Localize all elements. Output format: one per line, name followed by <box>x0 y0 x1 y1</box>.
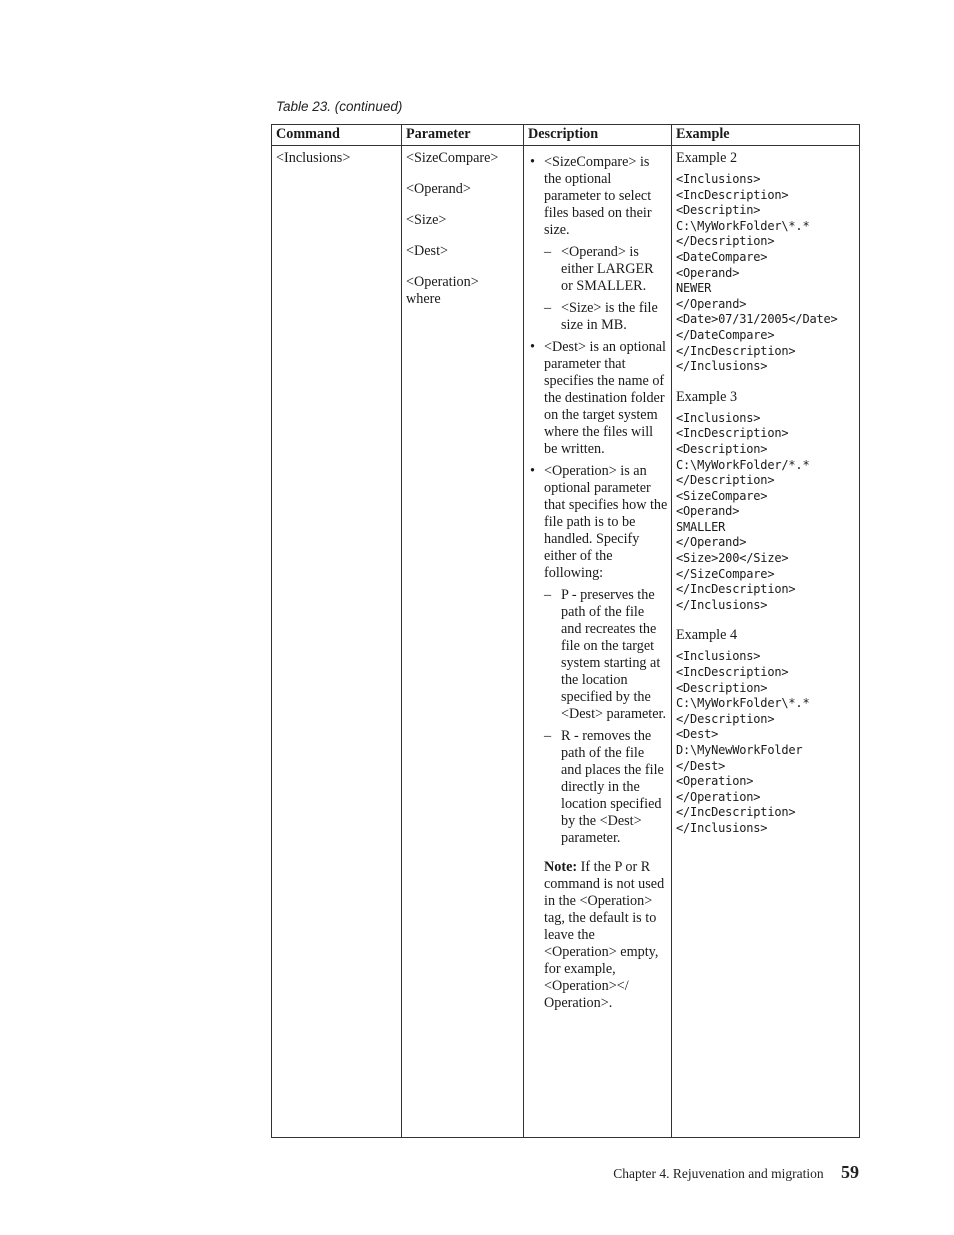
example-title: Example 4 <box>676 627 738 644</box>
description-item-sizecompare <box>528 154 668 334</box>
example-code: <Inclusions> <IncDescription> <Description> C:\MyWorkFolder/*.* </Description> <SizeCompare> <Operand> SMALLER </Operand> <Size>200</Size> </SizeCompare> </IncDescription> </Inclusions> <box>676 410 810 612</box>
command-table <box>271 124 860 1138</box>
command-value: <Inclusions> <box>276 150 351 166</box>
description-subitem-r: – R - removes the path of the file and places the file directly in the location specified by the <Dest> parameter. <box>544 728 668 847</box>
description-sublist <box>544 244 668 334</box>
description-cell <box>524 146 672 1138</box>
parameter-sizecompare: <SizeCompare> <box>406 150 499 166</box>
table-caption: Table 23. (continued) <box>276 99 403 114</box>
description-subitem-p: – P - preserves the path of the file and recreates the file on the target system starting at the location specified by the <Dest> parameter. <box>544 587 668 723</box>
table-header-row <box>272 125 860 146</box>
description-text: <Operation> is an optional parameter that specifies how the file path is to be handled. Specify either of the following: <box>544 463 668 581</box>
description-sublist <box>544 587 668 847</box>
description-subitem-operand: – <Operand> is either LARGER or SMALLER. <box>544 244 668 295</box>
example-title: Example 3 <box>676 388 738 405</box>
description-list <box>528 154 668 847</box>
footer-chapter: Chapter 4. Rejuvenation and migration <box>613 1166 824 1181</box>
parameter-size: <Size> <box>406 212 447 228</box>
header-example: Example <box>672 125 860 146</box>
description-item-operation <box>528 463 668 847</box>
note-label: Note: <box>544 859 578 875</box>
parameter-operation: <Operation> where <box>406 274 479 307</box>
description-text: <Dest> is an optional parameter that specifies the name of the destination folder on the target system where the files will be written. <box>544 339 667 457</box>
note-text: If the P or R command is not used in the <Operation> tag, the default is to leave the <Operation> empty, for example, <Operation></ Operation>. <box>544 859 665 1011</box>
header-description: Description <box>524 125 672 146</box>
header-parameter: Parameter <box>402 125 524 146</box>
description-note <box>544 859 668 1012</box>
example-cell <box>672 146 860 1138</box>
parameter-cell <box>402 146 524 1138</box>
description-item-dest <box>528 339 668 458</box>
command-cell <box>272 146 402 1138</box>
page-number: 59 <box>841 1162 859 1182</box>
parameter-dest: <Dest> <box>406 243 449 259</box>
description-text: <SizeCompare> is the optional parameter to select files based on their size. <box>544 154 652 238</box>
example-code: <Inclusions> <IncDescription> <Description> C:\MyWorkFolder\*.* </Description> <Dest> D:\MyNewWorkFolder </Dest> <Operation> </Operation> </IncDescription> </Inclusions> <box>676 649 810 835</box>
parameter-operand: <Operand> <box>406 181 471 197</box>
page-footer <box>613 1162 859 1183</box>
table-row <box>272 146 860 1138</box>
header-command: Command <box>272 125 402 146</box>
example-code: <Inclusions> <IncDescription> <Descriptin> C:\MyWorkFolder\*.* </Decsription> <DateCompare> <Operand> NEWER </Operand> <Date>07/31/2005</Date> </DateCompare> </IncDescription> </Inclusions> <box>676 172 838 374</box>
description-subitem-size: – <Size> is the file size in MB. <box>544 300 668 334</box>
example-title: Example 2 <box>676 150 738 166</box>
